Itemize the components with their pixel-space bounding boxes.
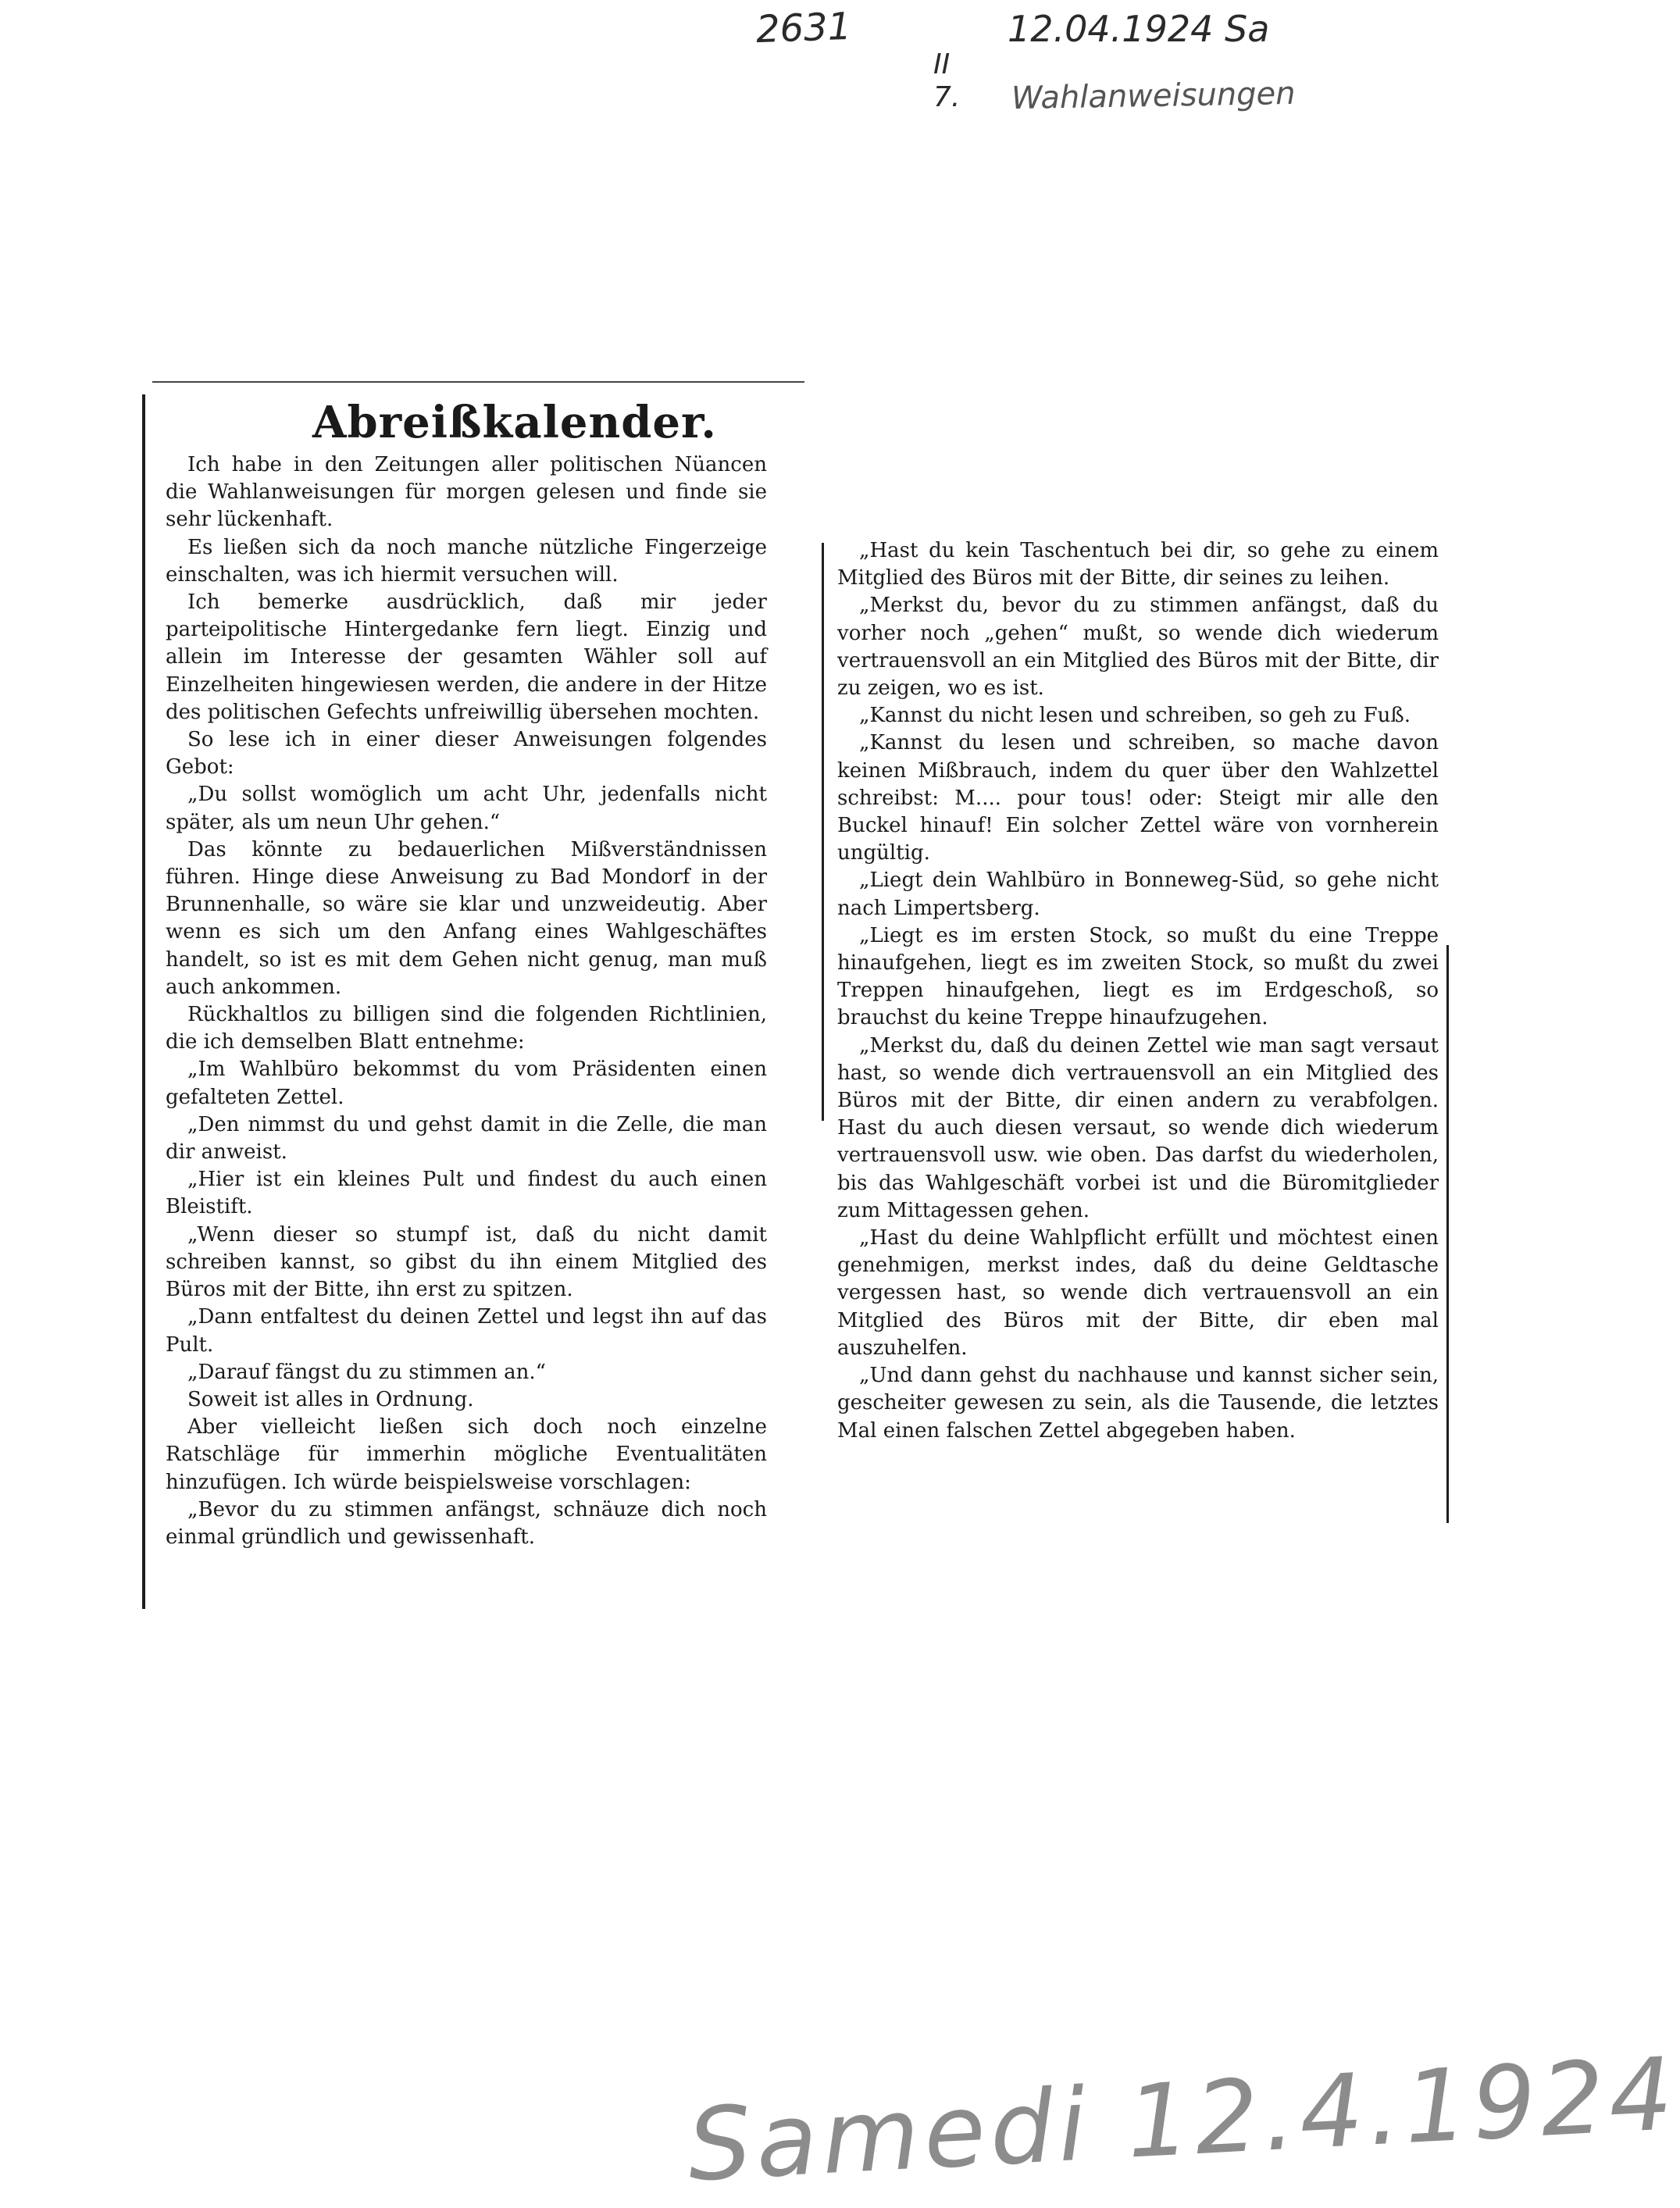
paragraph: „Den nimmst du und gehst damit in die Zelle, die man dir anweist. bbox=[166, 1112, 767, 1165]
paragraph: Es ließen sich da noch manche nützliche Fingerzeige einschalten, was ich hiermit versuchen will. bbox=[166, 535, 767, 587]
handwritten-topic: Wahlanweisungen bbox=[1011, 75, 1296, 117]
paragraph: „Kannst du nicht lesen und schreiben, so geh zu Fuß. bbox=[859, 704, 1411, 728]
column-rule-middle bbox=[822, 543, 824, 1121]
archive-number: 2631 bbox=[755, 4, 853, 52]
handwritten-date: 12.04.1924 Sa bbox=[1008, 8, 1270, 50]
paragraph: „Im Wahlbüro bekommst du vom Präsidenten einen gefalteten Zettel. bbox=[166, 1058, 767, 1109]
paragraph: So lese ich in einer dieser Anweisungen folgendes Gebot: bbox=[166, 728, 767, 779]
paragraph: „Kannst du lesen und schreiben, so mache davon keinen Mißbrauch, indem du quer über den Wahlzettel schreibst: M.... pour tous! oder: Steigt mir alle den Buckel hinauf! Ein solcher Zettel wäre von vornherein ungültig. bbox=[837, 731, 1439, 865]
paragraph: „Liegt es im ersten Stock, so mußt du eine Treppe hinaufgehen, liegt es im zweiten Stock, so mußt du zwei Treppen hinaufgehen, liegt es im Erdgeschoß, so brauchst du keine Treppe hinaufzugehen. bbox=[837, 923, 1439, 1030]
column-rule-left bbox=[142, 394, 145, 1609]
paragraph: „Merkst du, bevor du zu stimmen anfängst, daß du vorher noch „gehen“ mußt, so wende dich wiederum vertrauensvoll an ein Mitglied des Büros mit der Bitte, dir zu zeigen, wo es ist. bbox=[837, 594, 1439, 701]
paragraph: „Bevor du zu stimmen anfängst, schnäuze dich noch einmal gründlich und gewissenhaft. bbox=[166, 1497, 767, 1549]
paragraph: „Wenn dieser so stumpf ist, daß du nicht damit schreiben kannst, so gibst du ihn einem Mitglied des Büros mit der Bitte, ihn erst zu spitzen. bbox=[166, 1222, 767, 1302]
paragraph: „Darauf fängst du zu stimmen an.“ bbox=[187, 1360, 546, 1384]
paragraph: „Hier ist ein kleines Pult und findest du auch einen Bleistift. bbox=[166, 1168, 767, 1219]
paragraph: „Hast du kein Taschentuch bei dir, so gehe zu einem Mitglied des Büros mit der Bitte, dir seines zu leihen. bbox=[837, 539, 1439, 590]
article-right-column bbox=[837, 537, 1439, 1445]
paragraph: „Hast du deine Wahlpflicht erfüllt und möchtest einen genehmigen, merkst indes, daß du deine Geldtasche vergessen hast, so wende dich vertrauensvoll an ein Mitglied des Büros mit der Bitte, dir eben mal auszuhelfen. bbox=[837, 1226, 1439, 1360]
paragraph: „Du sollst womöglich um acht Uhr, jedenfalls nicht später, als um neun Uhr gehen.“ bbox=[166, 783, 767, 834]
paragraph: Ich bemerke ausdrücklich, daß mir jeder parteipolitische Hintergedanke fern liegt. Einzig und allein im Interesse der gesamten Wähler soll auf Einzelheiten hingewiesen werden, die andere in der Hitze des politischen Gefechts unfreiwillig übersehen mochten. bbox=[166, 590, 767, 724]
paragraph: Rückhaltlos zu billigen sind die folgenden Richtlinien, die ich demselben Blatt entnehme: bbox=[166, 1003, 767, 1054]
paragraph: „Liegt dein Wahlbüro in Bonneweg-Süd, so gehe nicht nach Limpertsberg. bbox=[837, 869, 1439, 920]
paragraph: „Dann entfaltest du deinen Zettel und legst ihn auf das Pult. bbox=[166, 1305, 767, 1357]
paragraph: Ich habe in den Zeitungen aller politischen Nüancen die Wahlanweisungen für morgen gelesen und finde sie sehr lückenhaft. bbox=[166, 453, 767, 532]
handwritten-marks: II 7. bbox=[933, 48, 961, 113]
paragraph: Aber vielleicht ließen sich doch noch einzelne Ratschläge für immerhin mögliche Eventualitäten hinzufügen. Ich würde beispielsweise vorschlagen: bbox=[166, 1415, 767, 1494]
handwritten-bottom-date: Samedi 12.4.1924 bbox=[684, 2035, 1680, 2205]
column-rule-right bbox=[1446, 945, 1449, 1523]
paragraph: „Und dann gehst du nachhause und kannst sicher sein, gescheiter gewesen zu sein, als die Tausende, die letztes Mal einen falschen Zettel abgegeben haben. bbox=[837, 1364, 1439, 1443]
article-left-column bbox=[166, 451, 767, 1551]
paragraph: Soweit ist alles in Ordnung. bbox=[187, 1387, 474, 1411]
paragraph: „Merkst du, daß du deinen Zettel wie man sagt versaut hast, so wende dich vertrauensvoll an ein Mitglied des Büros mit der Bitte, dir einen andern zu verabfolgen. Hast du auch diesen versaut, so wende dich wiederum vertrauensvoll usw. wie oben. Das darfst du wiederholen, bis das Wahlgeschäft vorbei ist und die Büromitglieder zum Mittagessen gehen. bbox=[837, 1033, 1439, 1222]
paragraph: Das könnte zu bedauerlichen Mißverständnissen führen. Hinge diese Anweisung zu Bad Mondorf in der Brunnenhalle, so wäre sie klar und unzweideutig. Aber wenn es sich um den Anfang eines Wahlgeschäftes handelt, so ist es mit dem Gehen nicht genug, man muß auch ankommen. bbox=[166, 837, 767, 999]
article-title: Abreißkalender. bbox=[312, 397, 717, 448]
clipping-top-edge bbox=[152, 381, 804, 383]
